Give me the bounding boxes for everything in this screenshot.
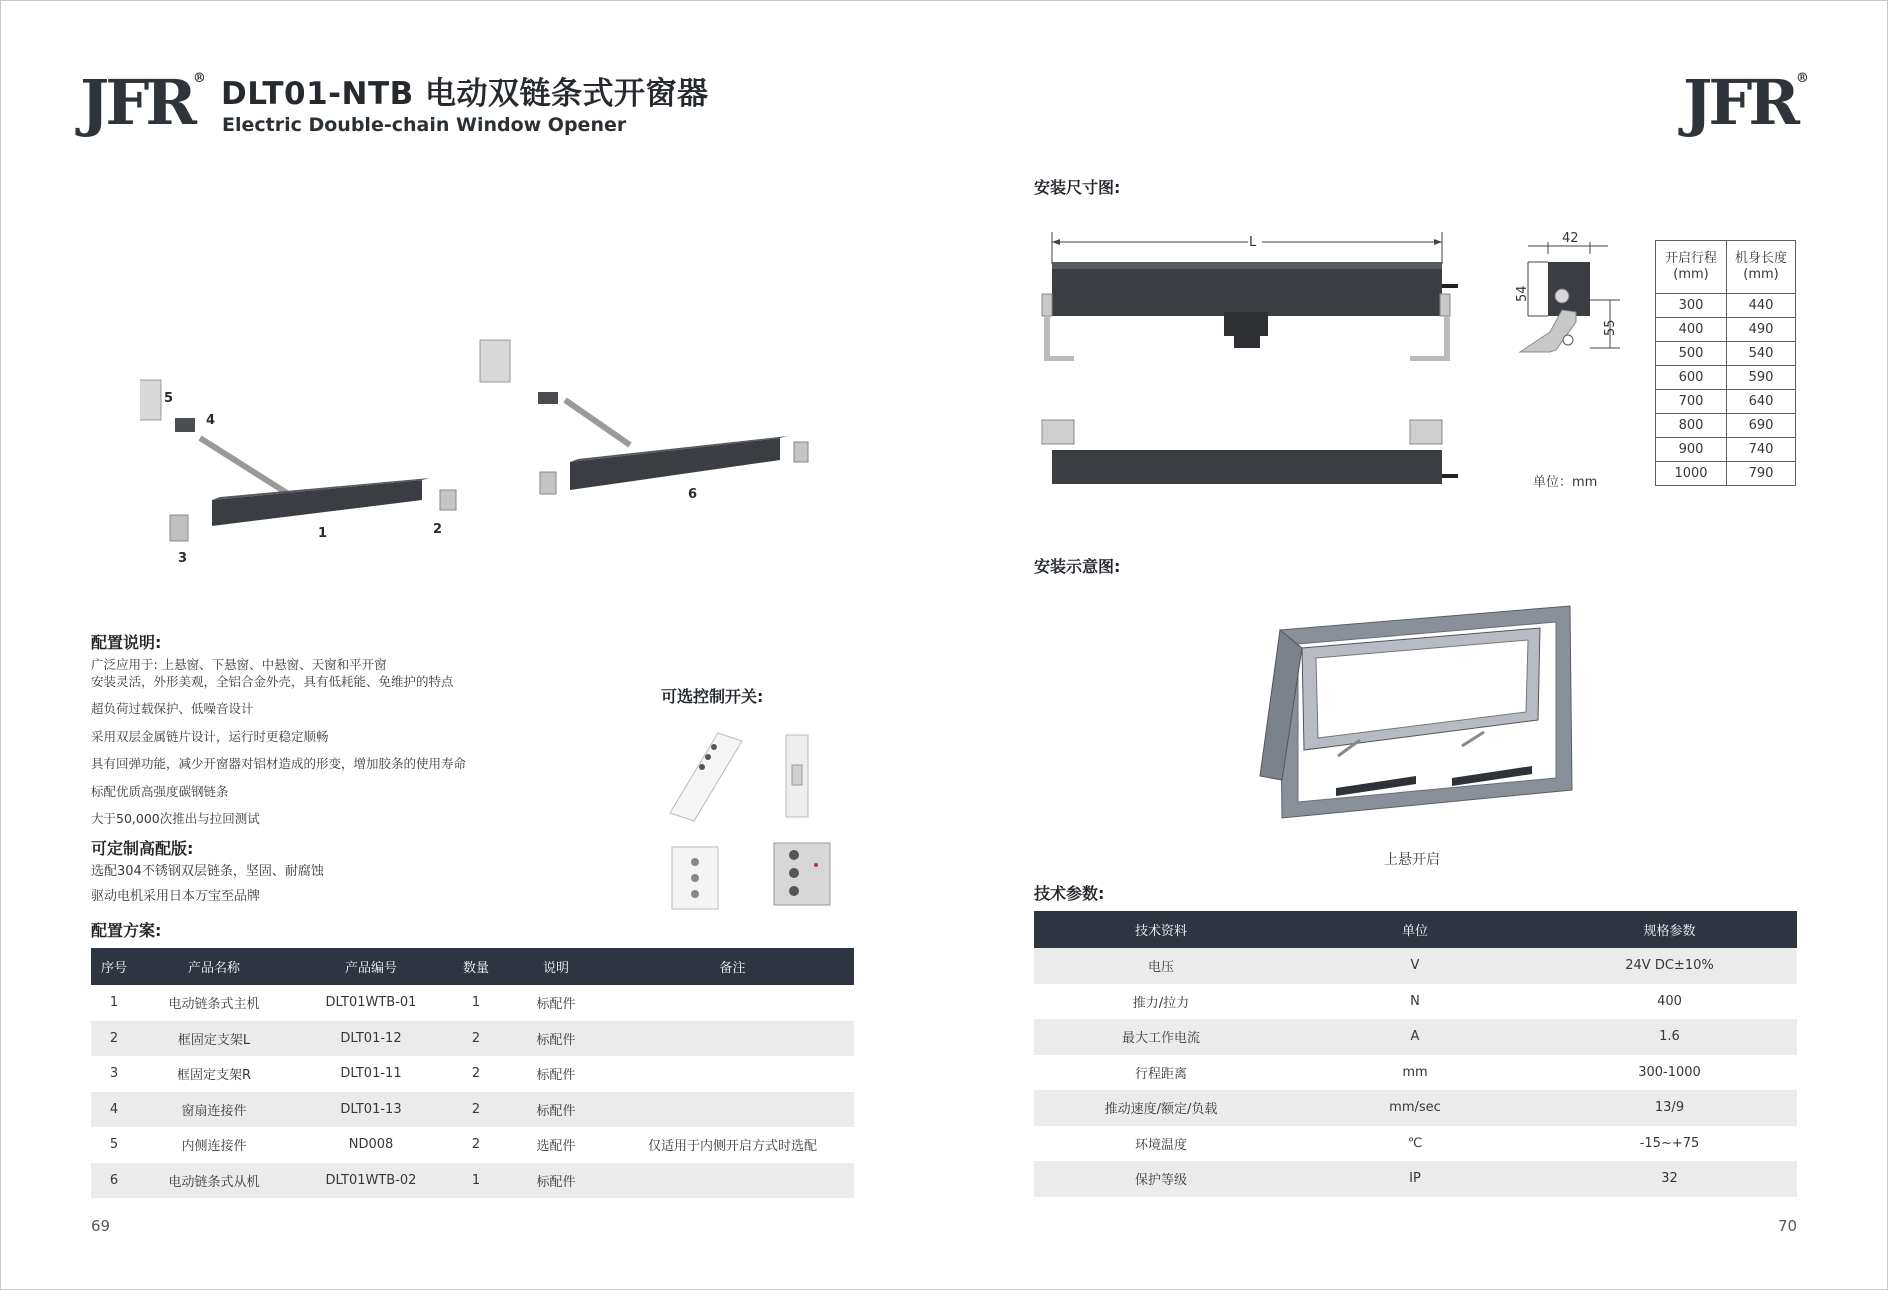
table-cell: 电动链条式从机 (137, 1163, 291, 1199)
dim-55-label: 55 (1603, 319, 1618, 336)
col-header: 序号 (91, 948, 137, 985)
table-row (1034, 984, 1797, 1020)
bracket-2b (794, 442, 808, 462)
config-line-3: 超负荷过载保护、低噪音设计 (91, 701, 254, 716)
table-cell: 1 (451, 985, 501, 1021)
table-cell: 4 (91, 1092, 137, 1128)
custom-line-1: 选配304不锈钢双层链条，坚固、耐腐蚀 (91, 864, 324, 879)
col-header: 产品编号 (291, 948, 451, 985)
table-cell: ND008 (291, 1127, 451, 1163)
table-cell: A (1288, 1019, 1542, 1055)
table-cell: 标配件 (501, 1163, 611, 1199)
table-cell: N (1288, 984, 1542, 1020)
table-cell: 框固定支架R (137, 1056, 291, 1092)
registered-icon: ® (1795, 71, 1809, 86)
table-cell: 5 (91, 1127, 137, 1163)
table-cell: 2 (451, 1021, 501, 1057)
table-row (1656, 342, 1796, 366)
top-view-bracket-right (1410, 420, 1442, 444)
table-cell: 400 (1656, 318, 1727, 342)
registered-icon: ® (192, 71, 206, 86)
bracket-2 (440, 490, 456, 510)
bracket-3 (170, 515, 188, 541)
dim-54-label: 54 (1515, 285, 1530, 302)
config-heading: 配置说明: (91, 633, 162, 652)
table-cell: 3 (91, 1056, 137, 1092)
part-label-3: 3 (178, 551, 188, 566)
unit-note: 单位：mm (1533, 475, 1598, 490)
remote-control-icon (670, 733, 742, 821)
table-header-row (91, 948, 854, 985)
table-cell: 1 (451, 1163, 501, 1199)
top-view-bracket-left (1042, 420, 1074, 444)
table-row (1656, 462, 1796, 486)
table-cell: ℃ (1288, 1126, 1542, 1162)
spec-table (1034, 911, 1797, 1197)
table-cell: 环境温度 (1034, 1126, 1288, 1162)
stroke-length-table (1655, 240, 1796, 486)
installation-illustration (1240, 600, 1580, 830)
table-cell: 选配件 (501, 1127, 611, 1163)
table-cell: -15~+75 (1542, 1126, 1797, 1162)
table-cell: 800 (1656, 414, 1727, 438)
table-cell: 推动速度/额定/负载 (1034, 1090, 1288, 1126)
table-cell: 保护等级 (1034, 1161, 1288, 1197)
front-view-actuator (1052, 262, 1442, 316)
logo-text: JFR (80, 66, 193, 139)
col-header: 规格参数 (1542, 911, 1797, 948)
connector-4 (175, 418, 195, 432)
table-cell: 标配件 (501, 1092, 611, 1128)
table-cell: DLT01-11 (291, 1056, 451, 1092)
config-line-2: 安装灵活，外形美观，全铝合金外壳，具有低耗能、免维护的特点 (91, 674, 454, 689)
exploded-view-illustration (140, 330, 860, 570)
dim-42-label: 42 (1562, 231, 1579, 246)
table-cell (611, 1163, 854, 1199)
table-cell: DLT01WTB-01 (291, 985, 451, 1021)
table-cell: V (1288, 948, 1542, 984)
table-cell: 400 (1542, 984, 1797, 1020)
table-row (91, 1163, 854, 1199)
junction-box-icon (774, 843, 830, 905)
table-cell: 行程距离 (1034, 1055, 1288, 1091)
table-cell: 电动链条式主机 (137, 985, 291, 1021)
brand-logo-left (80, 66, 206, 139)
table-cell: 640 (1727, 390, 1796, 414)
top-view-actuator (1052, 450, 1442, 484)
switch-heading: 可选控制开关: (661, 687, 764, 706)
page-subtitle: Electric Double-chain Window Opener (222, 114, 627, 136)
switch-images (662, 725, 842, 925)
part-label-2: 2 (433, 522, 443, 537)
table-cell: 2 (451, 1056, 501, 1092)
table-cell: 300-1000 (1542, 1055, 1797, 1091)
part-label-6: 6 (688, 487, 698, 502)
table-header-row (1656, 241, 1796, 294)
table-row (1656, 438, 1796, 462)
table-cell: 最大工作电流 (1034, 1019, 1288, 1055)
actuator-main (212, 480, 422, 526)
table-cell: DLT01WTB-02 (291, 1163, 451, 1199)
config-line-4: 采用双层金属链片设计，运行时更稳定顺畅 (91, 729, 329, 744)
table-cell: 1.6 (1542, 1019, 1797, 1055)
table-cell: 2 (451, 1127, 501, 1163)
table-cell: 32 (1542, 1161, 1797, 1197)
dimension-drawing (1030, 222, 1630, 502)
table-row (91, 1021, 854, 1057)
table-cell: 300 (1656, 294, 1727, 318)
part-label-4: 4 (206, 413, 216, 428)
table-cell: mm/sec (1288, 1090, 1542, 1126)
config-plan-table (91, 948, 854, 1198)
table-row (91, 1127, 854, 1163)
plan-heading: 配置方案: (91, 921, 162, 940)
table-cell: 440 (1727, 294, 1796, 318)
table-row (1656, 414, 1796, 438)
table-cell: 540 (1727, 342, 1796, 366)
bracket-5 (140, 380, 161, 420)
part-label-5: 5 (164, 391, 174, 406)
col-header: 机身长度 (mm) (1727, 241, 1796, 294)
config-line-7: 大于50,000次推出与拉回测试 (91, 811, 260, 826)
table-row (1656, 318, 1796, 342)
table-row (91, 1056, 854, 1092)
table-cell: 600 (1656, 366, 1727, 390)
logo-text: JFR (1683, 66, 1796, 139)
col-header: 技术资料 (1034, 911, 1288, 948)
table-cell: 2 (91, 1021, 137, 1057)
col-header: 数量 (451, 948, 501, 985)
table-cell: 1 (91, 985, 137, 1021)
table-cell: 内侧连接件 (137, 1127, 291, 1163)
table-cell: 6 (91, 1163, 137, 1199)
col-header: 说明 (501, 948, 611, 985)
col-header: 产品名称 (137, 948, 291, 985)
brand-logo-right (1683, 66, 1809, 139)
col-header: 单位 (1288, 911, 1542, 948)
col-header: 备注 (611, 948, 854, 985)
table-cell: mm (1288, 1055, 1542, 1091)
table-cell (611, 985, 854, 1021)
dim-L-label: L (1249, 235, 1257, 250)
table-cell (611, 1092, 854, 1128)
custom-heading: 可定制高配版: (91, 839, 194, 858)
part-label-1: 1 (318, 526, 328, 541)
custom-line-2: 驱动电机采用日本万宝至品牌 (91, 889, 261, 904)
chain-1 (200, 438, 290, 495)
table-cell: DLT01-13 (291, 1092, 451, 1128)
config-line-1: 广泛应用于: 上悬窗、下悬窗、中悬窗、天窗和平开窗 (91, 657, 387, 672)
connector-4b (538, 392, 558, 404)
page-title: DLT01-NTB 电动双链条式开窗器 (221, 76, 709, 112)
table-cell: 标配件 (501, 1056, 611, 1092)
table-row (91, 985, 854, 1021)
col-header: 开启行程 (mm) (1656, 241, 1727, 294)
table-row (1034, 1019, 1797, 1055)
table-row (1656, 366, 1796, 390)
table-cell: 框固定支架L (137, 1021, 291, 1057)
table-cell: 500 (1656, 342, 1727, 366)
table-row (1656, 390, 1796, 414)
chain-2 (565, 400, 630, 445)
table-cell: 推力/拉力 (1034, 984, 1288, 1020)
config-line-6: 标配优质高强度碳钢链条 (91, 784, 229, 799)
dimension-heading: 安装尺寸图: (1034, 178, 1121, 197)
config-line-5: 具有回弹功能，减少开窗器对铝材造成的形变，增加胶条的使用寿命 (91, 756, 467, 771)
table-cell: 740 (1727, 438, 1796, 462)
table-cell: 2 (451, 1092, 501, 1128)
table-cell: IP (1288, 1161, 1542, 1197)
table-cell: 13/9 (1542, 1090, 1797, 1126)
table-row (1034, 1090, 1797, 1126)
table-cell: 标配件 (501, 985, 611, 1021)
spec-heading: 技术参数: (1034, 884, 1105, 903)
table-cell: 电压 (1034, 948, 1288, 984)
install-caption: 上悬开启 (1384, 852, 1440, 868)
table-row (91, 1092, 854, 1128)
table-cell: 590 (1727, 366, 1796, 390)
side-profile-actuator (1548, 262, 1590, 316)
table-cell: DLT01-12 (291, 1021, 451, 1057)
bracket-5b (480, 340, 510, 382)
table-row (1034, 948, 1797, 984)
table-header-row (1034, 911, 1797, 948)
table-cell (611, 1021, 854, 1057)
table-cell: 790 (1727, 462, 1796, 486)
table-cell (611, 1056, 854, 1092)
table-cell: 490 (1727, 318, 1796, 342)
table-cell: 1000 (1656, 462, 1727, 486)
table-row (1034, 1055, 1797, 1091)
table-cell: 窗扇连接件 (137, 1092, 291, 1128)
page-number-right: 70 (1778, 1217, 1798, 1235)
table-cell: 690 (1727, 414, 1796, 438)
table-row (1034, 1161, 1797, 1197)
bracket-3b (540, 472, 556, 494)
table-row (1034, 1126, 1797, 1162)
table-cell: 标配件 (501, 1021, 611, 1057)
page-number-left: 69 (91, 1217, 111, 1235)
actuator-secondary (570, 438, 780, 490)
table-cell: 700 (1656, 390, 1727, 414)
table-cell: 仅适用于内侧开启方式时选配 (611, 1127, 854, 1163)
table-row (1656, 294, 1796, 318)
table-cell: 900 (1656, 438, 1727, 462)
install-heading: 安装示意图: (1034, 557, 1121, 576)
table-cell: 24V DC±10% (1542, 948, 1797, 984)
